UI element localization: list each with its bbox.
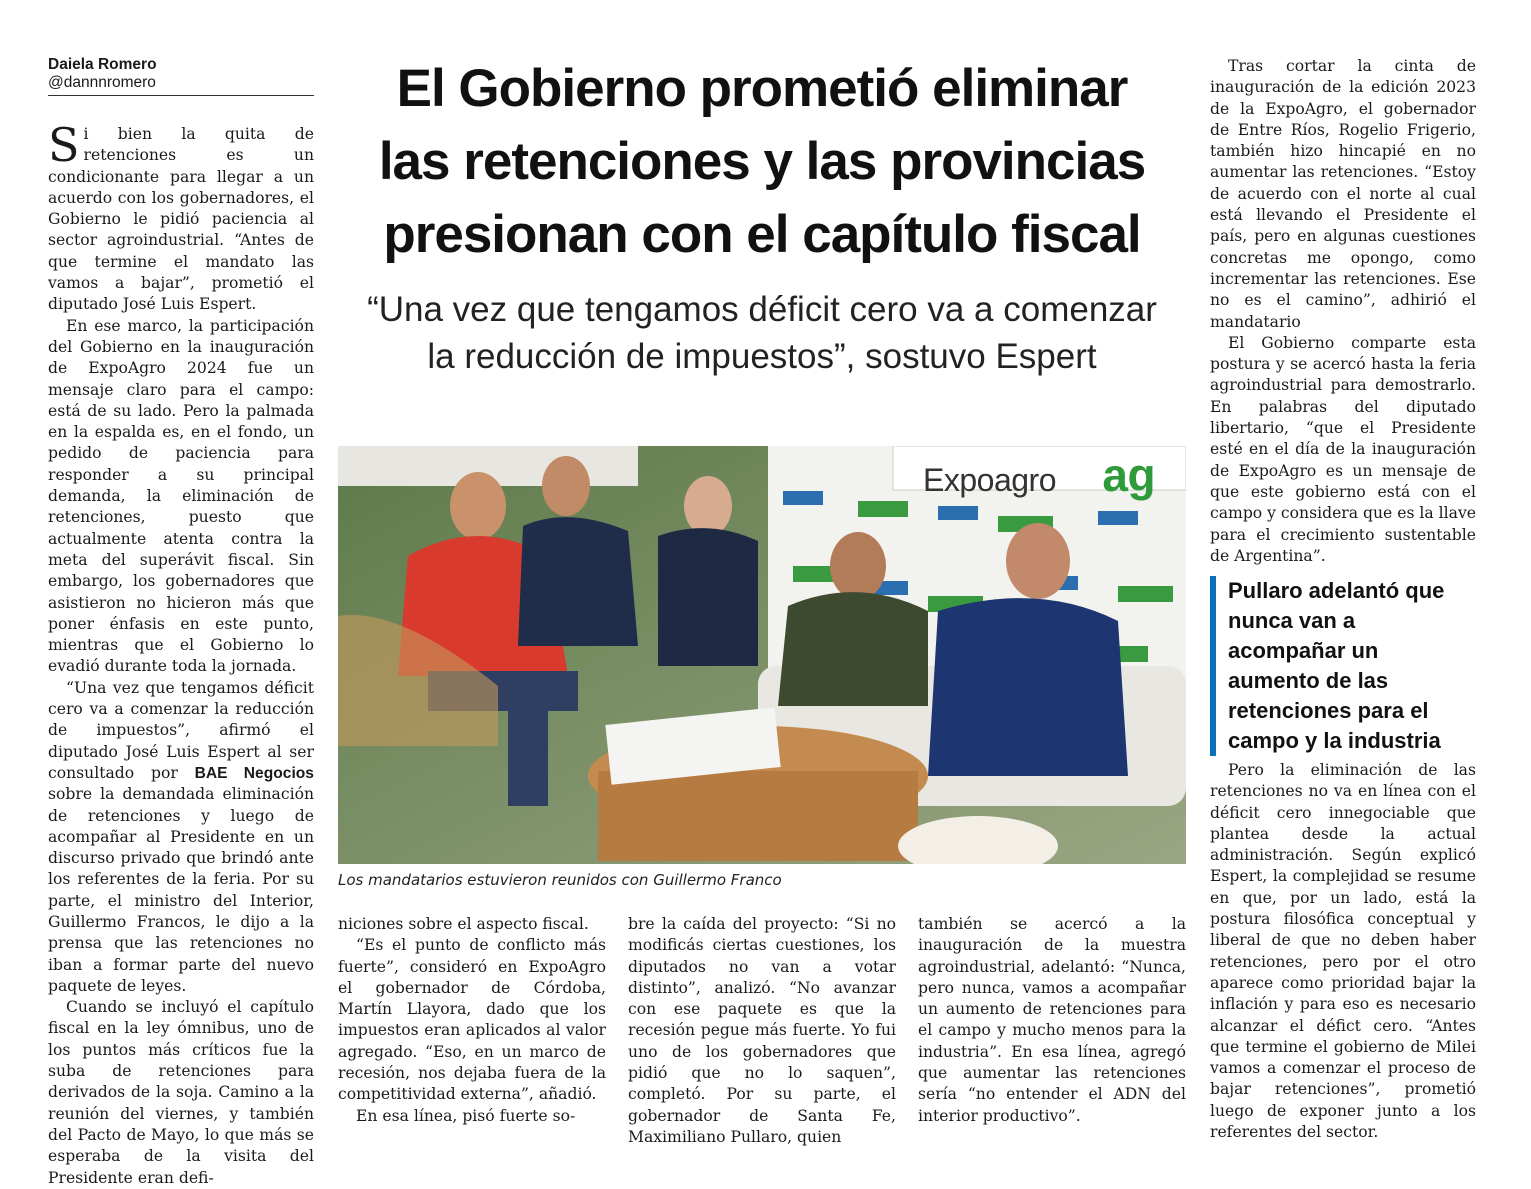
paragraph: Tras cortar la cinta de inauguración de la edición 2023 de la ExpoAgro, el gobernador de Entre Ríos, Rogelio Frigerio, también hizo hincapié en no aumentar las retenciones. “Estoy de acuerdo con el norte al cual está llevando el Presidente el país, pero en algunas cuestiones concretas me opongo, como incrementar las retenciones. Ese no es el camino”, adhirió el mandatario xyxy=(1210,57,1476,331)
paragraph: En esa línea, pisó fuerte so- xyxy=(356,1106,576,1125)
paragraph: En ese marco, la participación del Gobierno en la inauguración de ExpoAgro 2024 fue un mensaje claro para el campo: está de su lado. Pero la palmada en la espalda es, en el fondo, un pedido de paciencia para responder a su principal demanda, la eliminación de retenciones, puesto que actualmente atenta contra la meta del superávit fiscal. Sin embargo, los gobernadores que asistieron no hicieron más que poner énfasis en este punto, mientras que el Gobierno lo evadió durante toda la jornada. xyxy=(48,316,314,676)
subhead-line: “Una vez que tengamos déficit cero va a comenzar xyxy=(367,290,1157,329)
banner-text: Expoagro xyxy=(923,462,1056,498)
byline xyxy=(48,56,314,96)
column-4 xyxy=(918,914,1186,1127)
drop-cap: S xyxy=(48,118,80,172)
paragraph: El Gobierno comparte esta postura y se acercó hasta la feria agroindustrial para demostrarlo. En palabras del diputado libertario, “que el Presidente esté en el día de la inauguración de ExpoAgro es un mensaje de que este gobierno está con el campo y considera que es la llave para el crecimiento sustentable de Argentina”. xyxy=(1210,333,1476,565)
paragraph: “Es el punto de conflicto más fuerte”, consideró en ExpoAgro el gobernador de Córdoba, Martín Llayora, dado que los impuestos eran aplicados al valor agregado. “Eso, en un marco de recesión, nos dejaba fuera de la competitividad externa”, añadió. xyxy=(338,936,606,1104)
paragraph: bre la caída del proyecto: “Si no modificás ciertas cuestiones, los diputados no van a votar distinto”, analizó. “No avanzar con ese paquete es que la recesión pegue más fuerte. Yo fui uno de los gobernadores que pidió que no lo saquen”, completó. Por su parte, el gobernador de Santa Fe, Maximiliano Pullaro, quien xyxy=(628,915,896,1146)
headline-line: presionan con el capítulo fiscal xyxy=(383,205,1141,264)
publication-name: BAE Negocios xyxy=(194,764,314,782)
paragraph: también se acercó a la inauguración de la muestra agroindustrial, adelantó: “Nunca, pero nunca, vamos a acompañar un aumento de retenciones para el campo y mucho menos para la industria”. En esa línea, agregó que aumentar las retenciones sería “no entender el ADN del interior productivo”. xyxy=(918,915,1186,1125)
paragraph: Cuando se incluyó el capítulo fiscal en la ley ómnibus, uno de los puntos más críticos fue la suba de retenciones para derivados de la soja. Camino a la reunión del viernes, y también del Pacto de Mayo, lo que más se esperaba de la visita del Presidente eran defi- xyxy=(48,998,314,1187)
column-3 xyxy=(628,914,896,1148)
photo-illustration xyxy=(338,446,1186,864)
paragraph-text: “Una vez que tengamos déficit cero va a comenzar la reducción de impuestos”, afirmó el diputado José Luis Espert al ser consultado por xyxy=(48,678,314,782)
photo-caption: Los mandatarios estuvieron reunidos con Guillermo Franco xyxy=(338,871,782,889)
paragraph xyxy=(48,678,314,997)
banner-suffix: ag xyxy=(1102,449,1156,501)
byline-handle: @dannnromero xyxy=(48,74,156,91)
expoagro-banner xyxy=(923,448,1155,502)
paragraph-text: i bien la quita de retenciones es un condicionante para llegar a un acuerdo con los gobernadores, el Gobierno le pidió paciencia al sector agroindustrial. “Antes de que termine el mandato las vamos a bajar”, prometió el diputado José Luis Espert. xyxy=(48,125,314,314)
paragraph-text: sobre la demandada eliminación de retenciones y luego de acompañar al Presidente en un discurso privado que brindó ante los referentes de la feria. Por su parte, el ministro del Interior, Guillermo Francos, le dijo a la prensa que las retenciones no iban a formar parte del nuevo paquete de leyes. xyxy=(48,785,314,995)
headline-line: El Gobierno prometió eliminar xyxy=(396,59,1128,118)
column-1 xyxy=(48,118,314,1189)
paragraph: niciones sobre el aspecto fiscal. xyxy=(338,915,589,933)
column-5-lower xyxy=(1210,760,1476,1143)
paragraph: Pero la eliminación de las retenciones no va en línea con el déficit cero innegociable que plantea desde la actual administración. Según explicó Espert, la complejidad se resume en que, por un lado, está la postura filosófica conceptual y liberal de que no deben haber retenciones, pero por el otro aparece como prioridad bajar la inflación y para eso es necesario alcanzar el défict cero. “Antes que termine el gobierno de Milei vamos a comenzar el proceso de bajar retenciones”, prometió luego de exponer junto a los referentes del sector. xyxy=(1210,761,1476,1142)
paragraph xyxy=(48,118,314,316)
pull-quote xyxy=(1210,576,1474,756)
byline-rule xyxy=(48,95,314,96)
column-5 xyxy=(1210,56,1476,567)
pull-quote-text: Pullaro adelantó que nunca van a acompañar un aumento de las retenciones para el campo y la industria xyxy=(1228,578,1445,753)
headline-line: las retenciones y las provincias xyxy=(378,132,1146,191)
column-2 xyxy=(338,914,606,1127)
byline-author: Daiela Romero xyxy=(48,56,157,73)
subheadline xyxy=(326,286,1198,380)
subhead-line: la reducción de impuestos”, sostuvo Espert xyxy=(427,337,1097,376)
headline xyxy=(326,52,1198,271)
photo xyxy=(338,446,1186,864)
